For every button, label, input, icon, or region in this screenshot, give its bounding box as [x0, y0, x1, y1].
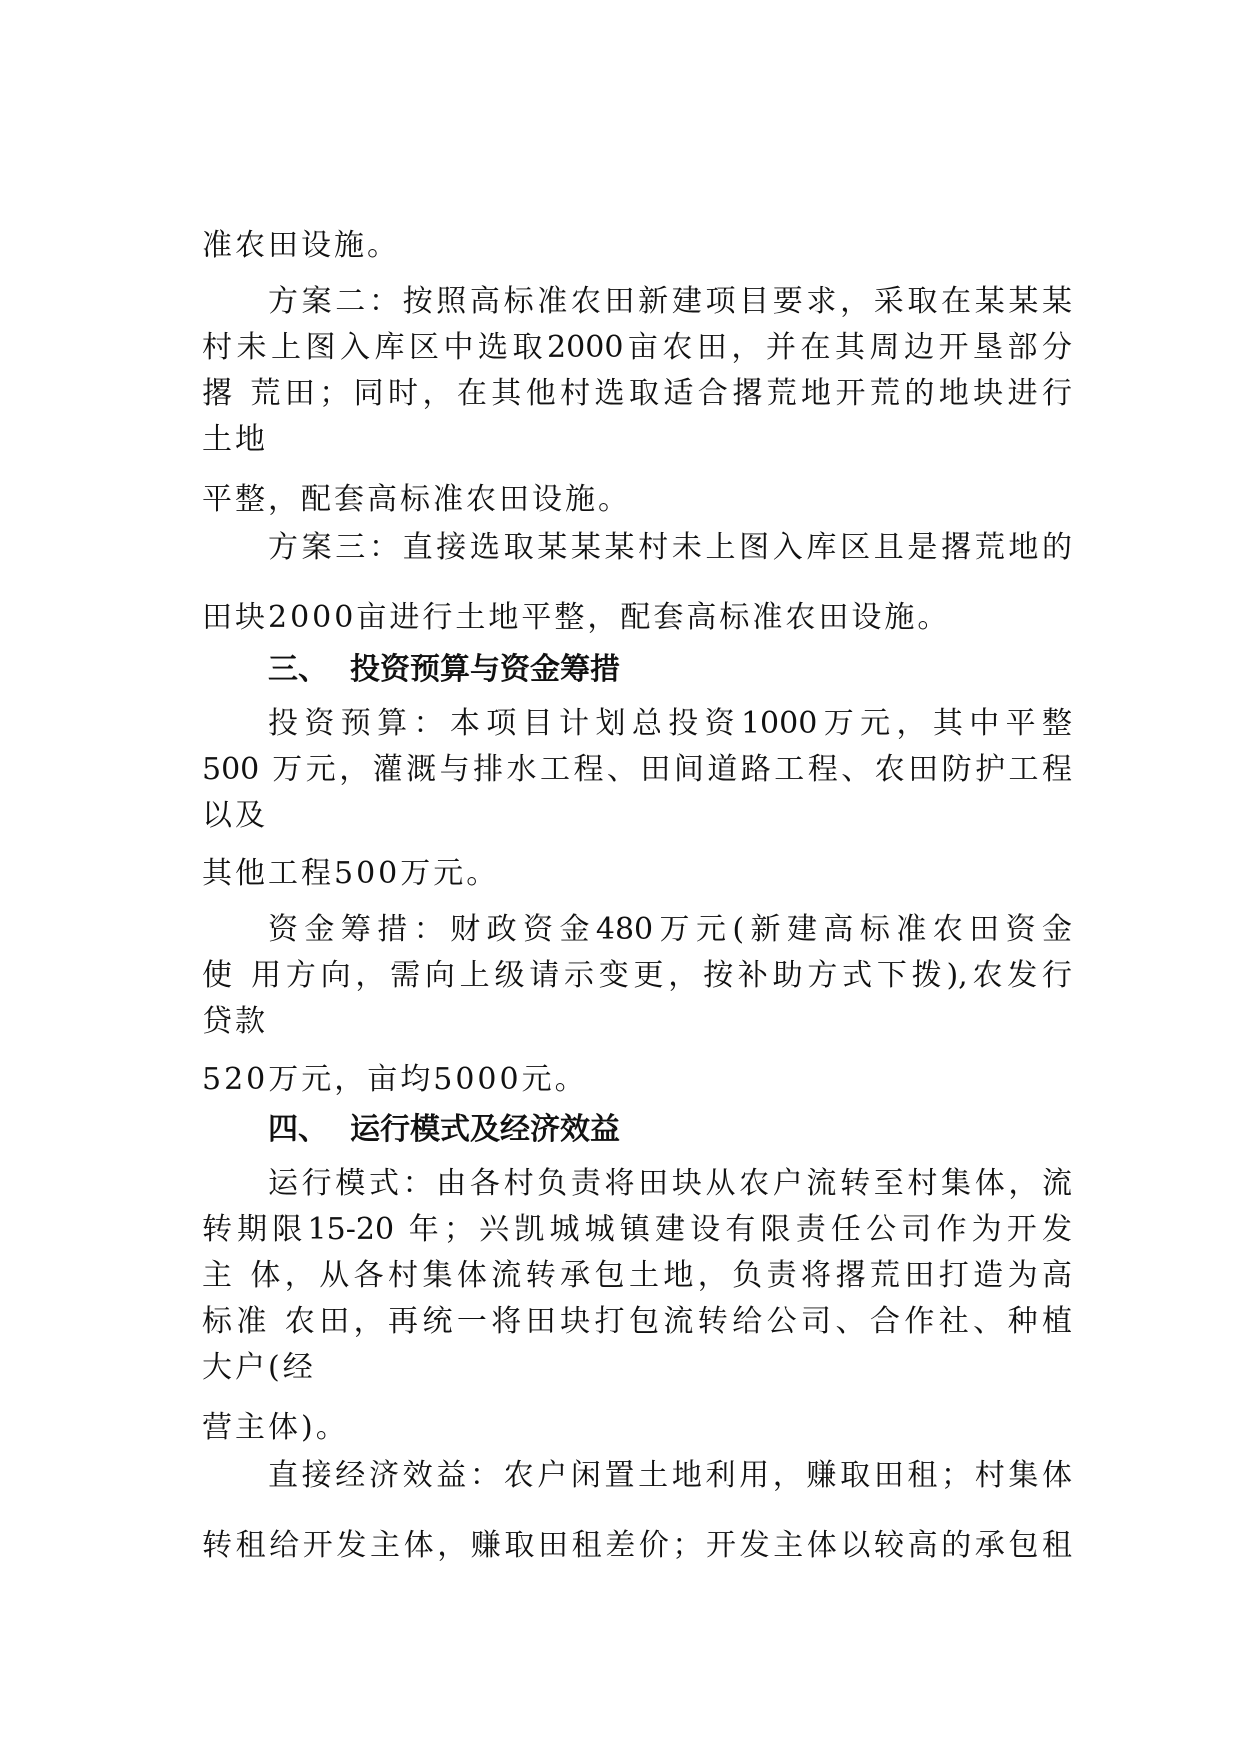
text-line: 田块2000亩进行土地平整，配套高标准农田设施。	[202, 600, 951, 635]
section-heading	[268, 650, 1072, 690]
section-title: 运行模式及经济效益	[350, 1112, 620, 1147]
text-line: 标准 农田，再统一将田块打包流转给公司、合作社、种植	[202, 1304, 1072, 1339]
section-number: 三、	[268, 652, 328, 687]
text-line: 转期限15-20 年；兴凯城城镇建设有限责任公司作为开发	[202, 1212, 1072, 1247]
section-number: 四、	[268, 1112, 328, 1147]
text-line: 500 万元，灌溉与排水工程、田间道路工程、农田防护工程	[202, 752, 1072, 787]
text-line: 土地	[202, 422, 268, 457]
text-line: 方案三：直接选取某某某村未上图入库区且是撂荒地的	[268, 530, 1072, 565]
text-line: 520万元，亩均5000元。	[202, 1062, 588, 1097]
text-line: 大户(经	[202, 1350, 316, 1385]
text-line: 主 体，从各村集体流转承包土地，负责将撂荒田打造为高	[202, 1258, 1072, 1293]
text-line: 投资预算：本项目计划总投资1000万元，其中平整	[268, 706, 1072, 741]
text-line: 其他工程500万元。	[202, 856, 500, 891]
text-line: 方案二：按照高标准农田新建项目要求，采取在某某某	[268, 284, 1072, 319]
text-line: 村未上图入库区中选取2000亩农田，并在其周边开垦部分	[202, 330, 1072, 365]
text-line: 资金筹措：财政资金480万元(新建高标准农田资金	[268, 912, 1072, 947]
text-line: 运行模式：由各村负责将田块从农户流转至村集体，流	[268, 1166, 1072, 1201]
text-line: 贷款	[202, 1004, 268, 1039]
text-line: 以及	[202, 798, 268, 833]
text-line: 营主体)。	[202, 1410, 349, 1445]
text-line: 撂 荒田；同时，在其他村选取适合撂荒地开荒的地块进行	[202, 376, 1072, 411]
text-line: 平整，配套高标准农田设施。	[202, 482, 631, 517]
section-title: 投资预算与资金筹措	[350, 652, 620, 687]
text-line: 使 用方向，需向上级请示变更，按补助方式下拨),农发行	[202, 958, 1072, 993]
text-line: 转租给开发主体，赚取田租差价；开发主体以较高的承包租	[202, 1528, 1072, 1563]
text-line: 直接经济效益：农户闲置土地利用，赚取田租；村集体	[268, 1458, 1072, 1493]
text-line: 准农田设施。	[202, 228, 400, 263]
section-heading	[268, 1110, 1072, 1150]
